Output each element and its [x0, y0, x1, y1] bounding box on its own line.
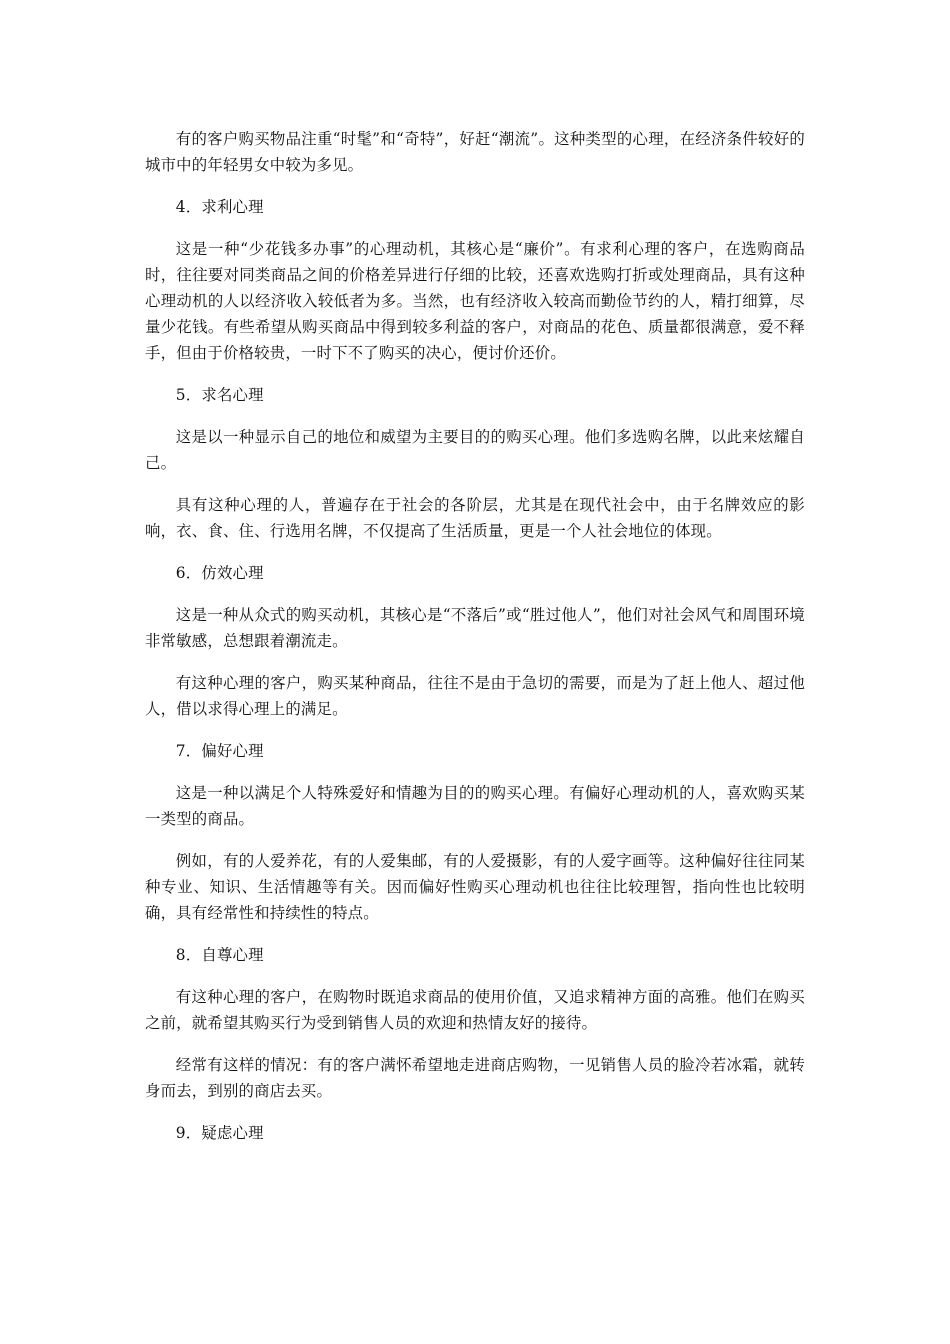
paragraph-preference-detail: 例如，有的人爱养花，有的人爱集邮，有的人爱摄影，有的人爱字画等。这种偏好往往同某种专业、知识、生活情趣等有关。因而偏好性购买心理动机也往往比较理智，指向性也比较明确，具有经常性和持续性的特点。 [145, 852, 805, 922]
paragraph-imitation-detail: 有这种心理的客户，购买某种商品，往往不是由于急切的需要，而是为了赶上他人、超过他人，借以求得心理上的满足。 [145, 674, 805, 718]
paragraph-self-esteem-detail: 经常有这样的情况：有的客户满怀希望地走进商店购物，一见销售人员的脸冷若冰霜，就转身而去，到别的商店去买。 [145, 1056, 805, 1100]
paragraph-self-esteem-description: 有这种心理的客户，在购物时既追求商品的使用价值，又追求精神方面的高雅。他们在购买之前，就希望其购买行为受到销售人员的欢迎和热情友好的接待。 [145, 988, 805, 1032]
paragraph-fashion-tail: 有的客户购买物品注重“时髦”和“奇特”，好赶“潮流”。这种类型的心理，在经济条件较好的城市中的年轻男女中较为多见。 [145, 130, 805, 174]
paragraph-fame-description: 这是以一种显示自己的地位和威望为主要目的的购买心理。他们多选购名牌，以此来炫耀自己。 [145, 428, 805, 472]
section-heading-profit: 4．求利心理 [175, 198, 264, 216]
section-heading-preference: 7．偏好心理 [175, 742, 264, 760]
paragraph-imitation-description: 这是一种从众式的购买动机，其核心是“不落后”或“胜过他人”，他们对社会风气和周围环境非常敏感，总想跟着潮流走。 [145, 606, 805, 650]
section-heading-self-esteem: 8．自尊心理 [175, 946, 264, 964]
paragraph-preference-description: 这是一种以满足个人特殊爱好和情趣为目的的购买心理。有偏好心理动机的人，喜欢购买某一类型的商品。 [145, 784, 805, 828]
section-heading-fame: 5．求名心理 [175, 386, 264, 404]
paragraph-fame-detail: 具有这种心理的人，普遍存在于社会的各阶层，尤其是在现代社会中，由于名牌效应的影响，衣、食、住、行选用名牌，不仅提高了生活质量，更是一个人社会地位的体现。 [145, 496, 805, 540]
section-heading-doubt: 9．疑虑心理 [175, 1124, 264, 1142]
section-heading-imitation: 6．仿效心理 [175, 564, 264, 582]
document-page [145, 126, 805, 1162]
paragraph-profit-description: 这是一种“少花钱多办事”的心理动机，其核心是“廉价”。有求利心理的客户，在选购商品时，往往要对同类商品之间的价格差异进行仔细的比较，还喜欢选购打折或处理商品，具有这种心理动机的人以经济收入较低者为多。当然，也有经济收入较高而勤俭节约的人，精打细算，尽量少花钱。有些希望从购买商品中得到较多利益的客户，对商品的花色、质量都很满意，爱不释手，但由于价格较贵，一时下不了购买的决心，便讨价还价。 [145, 240, 805, 362]
